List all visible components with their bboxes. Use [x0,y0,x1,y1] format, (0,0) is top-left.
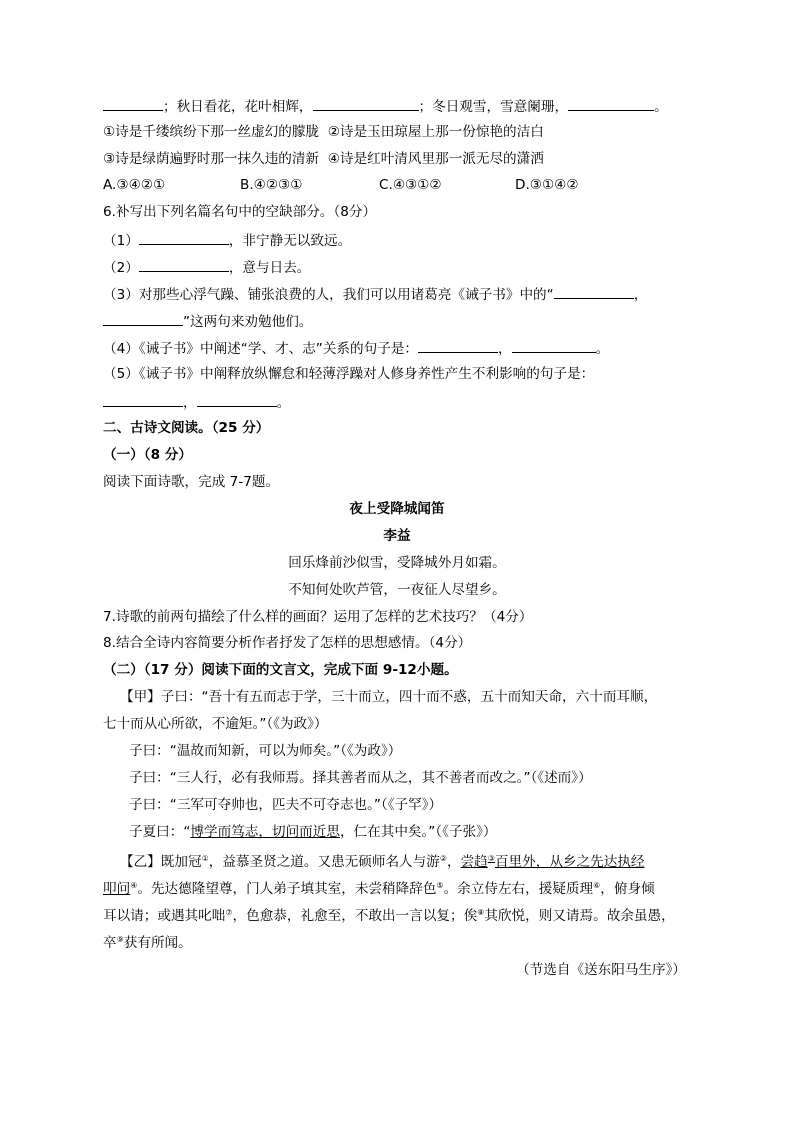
poem-intro: 阅读下面诗歌，完成 7-7题。 [103,474,280,490]
jia-line-6 [129,823,497,841]
answer-blank[interactable] [103,311,183,326]
section-2-part-2 [103,661,458,679]
jia-line-2: 七十而从心所欲，不逾矩。”（《为政》） [103,716,328,732]
footnote-marker: ① [201,854,209,863]
jia-line-1: 【甲】子曰：“吾十有五而志于学，三十而立，四十而不惑，五十而知天命，六十而耳顺， [120,689,658,705]
part-2-text: （二）（17 分）阅读下面的文言文，完成下面 9-12小题。 [103,662,458,678]
answer-blank[interactable] [313,96,419,111]
q5-line1 [103,96,668,116]
sentence-text: （3）对那些心浮气躁、铺张浪费的人，我们可以用诸葛亮《诫子书》中的“ [103,287,554,303]
q5-options-row1 [103,123,544,141]
jia-line-5: 子曰：“三军可夺帅也，匹夫不可夺志也。”（《子罕》） [129,797,443,813]
q5-text-a: ；秋日看花，花叶相辉， [163,99,313,115]
choice-b[interactable]: B.④②③① [240,177,303,193]
item-number: （1） [103,233,139,249]
text: ，俯身倾 [600,881,655,897]
text: 子夏曰：“ [129,824,191,840]
footnote-marker: ⑨ [116,935,124,944]
item-number: （2） [103,260,139,276]
poem-line-1: 回乐烽前沙似雪，受降城外月如霜。 [288,555,506,571]
text: ，仁在其中矣。”（《子张》） [339,824,497,840]
q6-title: 6.补写出下列名篇名句中的空缺部分。（8分） [103,204,377,220]
sentence-text: ， [183,395,197,411]
q5-options-row2 [103,150,544,168]
poem-title: 夜上受降城闻笛 [349,501,445,517]
footnote-marker: ⑦ [225,908,233,917]
text: 其欣悦，则又请焉。故余虽愚， [484,908,675,924]
footnote-marker: ④ [130,881,138,890]
jia-line-3: 子曰：“温故而知新，可以为师矣。”（《为政》） [129,743,402,759]
section-2-title: 二、古诗文阅读。（25 分） [103,420,270,436]
yi-line-4 [103,931,192,952]
sentence-end: 。 [595,341,610,357]
answer-blank[interactable] [103,392,183,407]
underlined-text: 百里外，从乡之先达执经 [494,854,645,870]
footnote-marker: ⑥ [593,881,601,890]
answer-blank[interactable] [418,338,498,353]
underlined-text: 叩问 [103,881,131,897]
sentence-text: ， [498,341,512,357]
footnote-marker: ③ [487,854,495,863]
poem-author: 李益 [383,528,411,544]
answer-blank[interactable] [568,96,654,111]
text: 。余立侍左右，援疑质理 [443,881,594,897]
q5-option-4: ④诗是红叶清风里那一派无尽的潇洒 [327,151,544,167]
q6-sentence-3b [103,311,312,331]
answer-blank[interactable] [512,338,596,353]
q6-sentence-3a [103,284,647,304]
q5-text-b: ；冬日观雪，雪意阑珊， [418,99,569,115]
answer-blank[interactable] [139,230,229,245]
q5-option-3: ③诗是绿荫遍野时那一抹久违的清新 [103,151,320,167]
jia-line-4: 子曰：“三人行，必有我师焉。择其善者而从之，其不善者而改之。”（《述而》） [129,770,592,786]
sentence-text: （4）《诫子书》中阐述“学、才、志”关系的句子是： [103,341,418,357]
text: ，色愈恭，礼愈至，不敢出一言以复；俟 [232,908,478,924]
footnote-marker: ② [439,854,447,863]
q5-end: 。 [654,99,668,115]
passage-source: （节选自《送东阳马生序》） [516,962,686,978]
text: 卒 [103,935,117,951]
yi-line-1 [120,850,644,871]
sentence-text: ”这两句来劝勉他们。 [183,314,313,330]
underlined-text: 尝趋 [460,854,488,870]
answer-blank[interactable] [197,392,277,407]
footnote-marker: ⑧ [477,908,485,917]
sentence-text: ，意与日去。 [228,260,311,276]
text: 耳以请；或遇其叱咄 [103,908,226,924]
q6-sentence-5a: （5）《诫子书》中阐释放纵懈怠和轻薄浮躁对人修身养性产生不利影响的句子是： [103,366,595,382]
question-8: 8.结合全诗内容简要分析作者抒发了怎样的思想感情。（4分） [103,635,472,651]
sentence-end: 。 [276,395,291,411]
q5-option-1: ①诗是千缕缤纷下那一丝虚幻的朦胧 [103,124,320,140]
choice-c[interactable]: C.④③①② [379,177,442,193]
q6-sentence-5b [103,392,290,412]
q6-sentence-2 [103,257,310,277]
choice-d[interactable]: D.③①④② [515,177,579,193]
section-2-part-1: （一）（8 分） [103,447,192,463]
underlined-text: 博学而笃志，切问而近思 [190,824,340,840]
answer-blank[interactable] [139,257,229,272]
yi-line-2 [103,877,655,898]
text: 获有所闻。 [123,935,192,951]
text: ，益慕圣贤之道。又患无硕师名人与游 [208,854,440,870]
sentence-text: ， [633,287,648,303]
answer-blank[interactable] [554,284,634,299]
question-7: 7.诗歌的前两句描绘了什么样的画面？运用了怎样的艺术技巧？（4分） [103,609,533,625]
sentence-text: ，非宁静无以致远。 [228,233,352,249]
q6-sentence-1 [103,230,351,250]
text: 。先达德隆望尊，门人弟子填其室，未尝稍降辞色 [137,881,437,897]
answer-blank[interactable] [103,96,163,111]
q6-sentence-4 [103,338,609,358]
yi-line-3 [103,904,675,925]
footnote-marker: ⑤ [436,881,444,890]
text: 【乙】既加冠 [120,854,202,870]
choice-a[interactable]: A.③④②① [103,177,166,193]
poem-line-2: 不知何处吹芦管，一夜征人尽望乡。 [288,582,506,598]
q5-option-2: ②诗是玉田琼屋上那一份惊艳的洁白 [327,124,544,140]
text: ， [447,854,461,870]
